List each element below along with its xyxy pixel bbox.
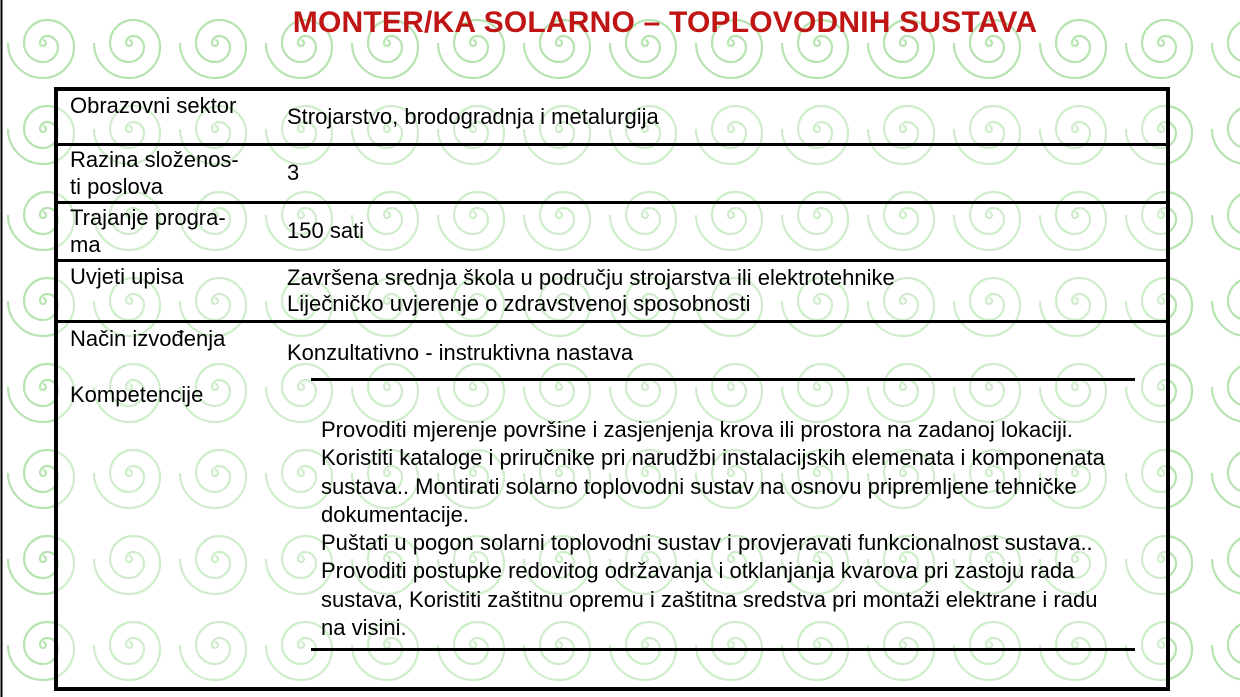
complexity-label xyxy=(70,146,239,200)
enrollment-value-line1: Završena srednja škola u području strojarstva ili elektrotehnike xyxy=(287,265,895,290)
delivery-value: Konzultativno - instruktivna nastava xyxy=(287,340,634,365)
program-info-table xyxy=(54,87,1170,691)
competences-paragraph-2: Puštati u pogon solarni toplovodni sustav i provjeravati funkcionalnost sustava.. Provoditi postupke redovitog održavanja i otklanjanja kvarova pri zastoju rada sustava, Koristiti zaštitnu opremu i zaštitna sredstva pri montaži elektrane i radu na visini. xyxy=(321,530,1098,641)
delivery-label: Način izvođenja xyxy=(70,326,226,351)
duration-label xyxy=(70,204,226,258)
competences-bottom-rule xyxy=(311,648,1135,651)
duration-label-line2: ma xyxy=(70,232,101,257)
table-row-duration xyxy=(58,204,1166,262)
complexity-value: 3 xyxy=(287,160,300,185)
complexity-label-line1: Razina složenos- xyxy=(70,147,239,172)
enrollment-value-line2: Liječničko uvjerenje o zdravstvenoj sposobnosti xyxy=(287,291,751,316)
competences-top-rule xyxy=(311,378,1135,381)
competences-paragraph-1: Provoditi mjerenje površine i zasjenjenja krova ili prostora na zadanoj lokaciji. Koristiti kataloge i priručnike pri narudžbi instalacijskih elemenata i komponenata sustava.. Montirati solarno toplovodni sustav na osnovu pripremljene tehničke dokumentacije. xyxy=(321,417,1105,527)
enrollment-value xyxy=(287,265,895,317)
sector-value: Strojarstvo, brodogradnja i metalurgija xyxy=(287,104,659,129)
page-title: MONTER/KA SOLARNO – TOPLOVODNIH SUSTAVA xyxy=(292,6,1038,39)
enrollment-label: Uvjeti upisa xyxy=(70,264,184,289)
table-row-enrollment xyxy=(58,262,1166,323)
competences-text xyxy=(321,416,1121,642)
sector-label: Obrazovni sektor xyxy=(70,93,237,118)
duration-value: 150 sati xyxy=(287,218,365,243)
duration-label-line1: Trajanje progra- xyxy=(70,205,226,230)
competences-label: Kompetencije xyxy=(70,382,204,407)
table-row-sector xyxy=(58,91,1166,146)
complexity-label-line2: ti poslova xyxy=(70,174,163,199)
table-row-complexity xyxy=(58,146,1166,204)
